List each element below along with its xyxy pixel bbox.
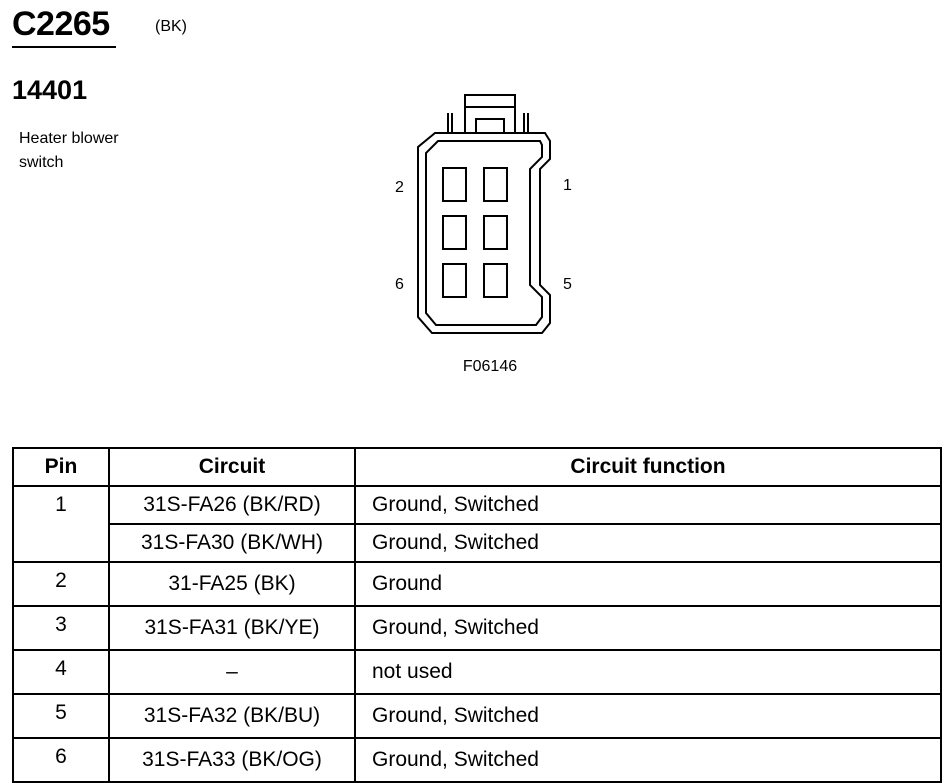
pin-label-bottom-right: 5: [563, 276, 572, 293]
table-row: [13, 562, 941, 606]
circuit-cell: –: [109, 650, 355, 694]
function-cell: Ground, Switched: [355, 524, 941, 562]
function-cell: not used: [355, 650, 941, 694]
pin-cavity-6: [443, 264, 466, 297]
table-header-row: [13, 448, 941, 486]
pin-cavity-1: [484, 168, 507, 201]
connector-id: C2265: [12, 5, 110, 43]
component-description-line1: Heater blower: [19, 130, 119, 147]
component-description: [19, 127, 149, 175]
function-cell: Ground, Switched: [355, 486, 941, 524]
circuit-cell: 31S-FA26 (BK/RD): [109, 486, 355, 524]
function-cell: Ground, Switched: [355, 738, 941, 782]
header-pin: Pin: [13, 448, 109, 486]
pin-label-bottom-left: 6: [395, 276, 404, 293]
pin-label-top-left: 2: [395, 179, 404, 196]
table-row: [13, 738, 941, 782]
pin-cell: 5: [13, 694, 109, 738]
pin-cavity-3: [484, 216, 507, 249]
part-number: 14401: [12, 75, 88, 105]
connector-id-underline: [12, 46, 116, 48]
circuit-cell: 31S-FA31 (BK/YE): [109, 606, 355, 650]
pin-cell: 3: [13, 606, 109, 650]
function-cell: Ground: [355, 562, 941, 606]
circuit-cell: 31S-FA33 (BK/OG): [109, 738, 355, 782]
pin-cell: 2: [13, 562, 109, 606]
circuit-cell: 31S-FA30 (BK/WH): [109, 524, 355, 562]
table-row: [13, 694, 941, 738]
function-cell: Ground, Switched: [355, 606, 941, 650]
pin-cavity-2: [443, 168, 466, 201]
table-row: [13, 524, 941, 562]
pin-cell: 4: [13, 650, 109, 694]
pin-label-top-right: 1: [563, 177, 572, 194]
function-cell: Ground, Switched: [355, 694, 941, 738]
pin-cell: 1: [13, 486, 109, 562]
table-row: [13, 486, 941, 524]
circuit-cell: 31S-FA32 (BK/BU): [109, 694, 355, 738]
figure-code: F06146: [462, 358, 518, 375]
pin-cell: 6: [13, 738, 109, 782]
component-description-line2: switch: [19, 154, 64, 171]
header-circuit: Circuit: [109, 448, 355, 486]
pin-cavity-5: [484, 264, 507, 297]
pinout-table: [12, 447, 942, 783]
pin-cavity-4: [443, 216, 466, 249]
header-circuit-function: Circuit function: [355, 448, 941, 486]
table-row: [13, 650, 941, 694]
circuit-cell: 31-FA25 (BK): [109, 562, 355, 606]
connector-face-diagram: [380, 85, 600, 385]
table-row: [13, 606, 941, 650]
connector-latch: [465, 95, 515, 133]
connector-color: (BK): [155, 18, 187, 35]
